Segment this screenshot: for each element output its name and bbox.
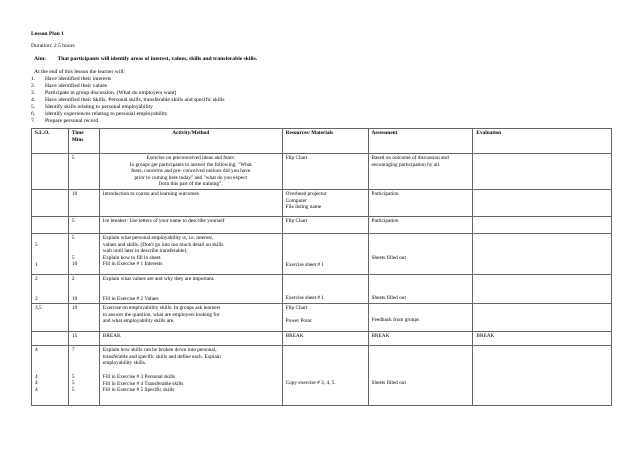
cell-time: 5 <box>68 216 99 233</box>
table-row <box>32 332 612 346</box>
header-resources: Resources/ Materials <box>282 129 368 154</box>
objective-item <box>31 76 225 83</box>
cell-evaluation <box>473 189 612 216</box>
table-row <box>32 189 612 216</box>
cell-slo <box>32 154 69 190</box>
objective-item <box>31 90 225 97</box>
aim-line <box>31 56 257 63</box>
objective-item <box>31 83 225 90</box>
cell-activity: Explain how skills can be broken down into personal, transferable and specific skills and define each. Explain employability skills. Fill in Exercise # 3 Personal skills Fill in Exercise # 4 Transferable skills Fill in Exercise # 5 Specific skills <box>99 346 282 406</box>
cell-time: 10 <box>68 189 99 216</box>
table-row <box>32 346 612 406</box>
header-activity: Activity/Method <box>99 129 282 154</box>
lesson-plan-table <box>31 128 612 406</box>
cell-time: 2 10 <box>68 274 99 303</box>
objective-item <box>31 104 225 111</box>
objectives-list <box>31 76 225 125</box>
cell-assessment: Feedback from groups <box>368 304 473 332</box>
objective-number: 1. <box>31 76 36 82</box>
cell-slo: 5 1 <box>32 233 69 274</box>
header-evaluation: Evaluation <box>473 129 612 154</box>
cell-slo: 4 4 4 4 <box>32 346 69 406</box>
objective-text: Have identified their interests <box>45 76 112 82</box>
table-row <box>32 154 612 190</box>
cell-activity: Exercise on employability skills: In groups ask learners to answer the question, what are employers looking for and what employability skills are. <box>99 304 282 332</box>
cell-slo: 3,5 <box>32 304 69 332</box>
cell-assessment: Sheets filled out <box>368 233 473 274</box>
objective-number: 3. <box>31 90 36 96</box>
cell-slo <box>32 216 69 233</box>
cell-evaluation <box>473 346 612 406</box>
lesson-title: Lesson Plan 1 <box>31 31 64 37</box>
objective-text: Have identified their values <box>45 83 107 89</box>
cell-assessment: Participation <box>368 189 473 216</box>
cell-assessment: Participation <box>368 216 473 233</box>
header-slo: S.L.O. <box>32 129 69 154</box>
objective-text: Have identified their Skills, Personal skills, transferable skills and specific skills <box>45 97 225 103</box>
cell-assessment: Sheets filled out <box>368 274 473 303</box>
cell-assessment: BREAK <box>368 332 473 346</box>
objectives-intro: At the end of this lesson the learner will: <box>34 69 126 75</box>
cell-activity: Exercise on preconceived ideas and fears: In groups get participants to answer the following: "What fears, concerns and pre- conceived notions did you have prior to coming here today" and "what do you expect from this part of the training". <box>99 154 282 190</box>
cell-assessment: Based on outcome of discussion and encouraging participation by all. <box>368 154 473 190</box>
table-row <box>32 233 612 274</box>
objective-number: 4. <box>31 97 36 103</box>
objectives-block <box>31 69 225 125</box>
objective-number: 6. <box>31 111 36 117</box>
aim-label: Aim: <box>34 56 47 62</box>
objective-item <box>31 97 225 104</box>
table-row <box>32 216 612 233</box>
cell-resources: BREAK <box>282 332 368 346</box>
cell-time: 15 <box>68 332 99 346</box>
objective-number: 2. <box>31 83 36 89</box>
cell-activity: Explain what personal employability is, i.e. interest, values and skills. (Don't go into too much detail on skills wait until later to describe transferable). Explain how to fill in sheet. Fill in Exercise # 1 Interests <box>99 233 282 274</box>
cell-activity: Ice breaker: Use letters of your name to describe yourself <box>99 216 282 233</box>
cell-time: 10 <box>68 304 99 332</box>
duration: Duration: 2.5 hours <box>31 43 75 49</box>
cell-evaluation <box>473 274 612 303</box>
cell-evaluation <box>473 154 612 190</box>
objective-number: 7. <box>31 118 36 124</box>
cell-evaluation: BREAK <box>473 332 612 346</box>
aim-text: That participants will identify areas of interest, values, skills and transferable skills. <box>57 56 258 62</box>
cell-resources: Flip Chart <box>282 154 368 190</box>
objective-text: Identify skills relating to personal employability <box>45 104 153 110</box>
cell-slo: 2 2 <box>32 274 69 303</box>
table-row <box>32 304 612 332</box>
cell-evaluation <box>473 304 612 332</box>
cell-activity: BREAK <box>99 332 282 346</box>
cell-resources: Exercise sheet # 1 <box>282 274 368 303</box>
header-assessment: Assessment <box>368 129 473 154</box>
cell-time: 5 5 10 <box>68 233 99 274</box>
cell-resources: Flip Chart <box>282 216 368 233</box>
table-row <box>32 274 612 303</box>
cell-resources: Copy exercise # 3, 4, 5. <box>282 346 368 406</box>
cell-evaluation <box>473 233 612 274</box>
cell-evaluation <box>473 216 612 233</box>
cell-assessment: Sheets filled out <box>368 346 473 406</box>
cell-activity: Explain what values are and why they are important. Fill in Exercise # 2 Values <box>99 274 282 303</box>
cell-resources: Overhead projector Computer File listing name <box>282 189 368 216</box>
table-header-row <box>32 129 612 154</box>
objective-text: Prepare personal record <box>45 118 99 124</box>
cell-time: 7 5 5 5 <box>68 346 99 406</box>
objective-item <box>31 111 225 118</box>
cell-slo <box>32 189 69 216</box>
header-time: Time Mins <box>68 129 99 154</box>
objective-text: Identify experiences relating to personal employability <box>45 111 168 117</box>
cell-resources: Flip Chart Power Point <box>282 304 368 332</box>
cell-activity: Introduction to course and learning outcomes <box>99 189 282 216</box>
cell-time: 5 <box>68 154 99 190</box>
objective-item <box>31 118 225 125</box>
objective-number: 5. <box>31 104 36 110</box>
cell-resources: Exercise sheet # 1 <box>282 233 368 274</box>
objective-text: Participate in group discussion. (What do employers want] <box>45 90 177 96</box>
cell-slo <box>32 332 69 346</box>
